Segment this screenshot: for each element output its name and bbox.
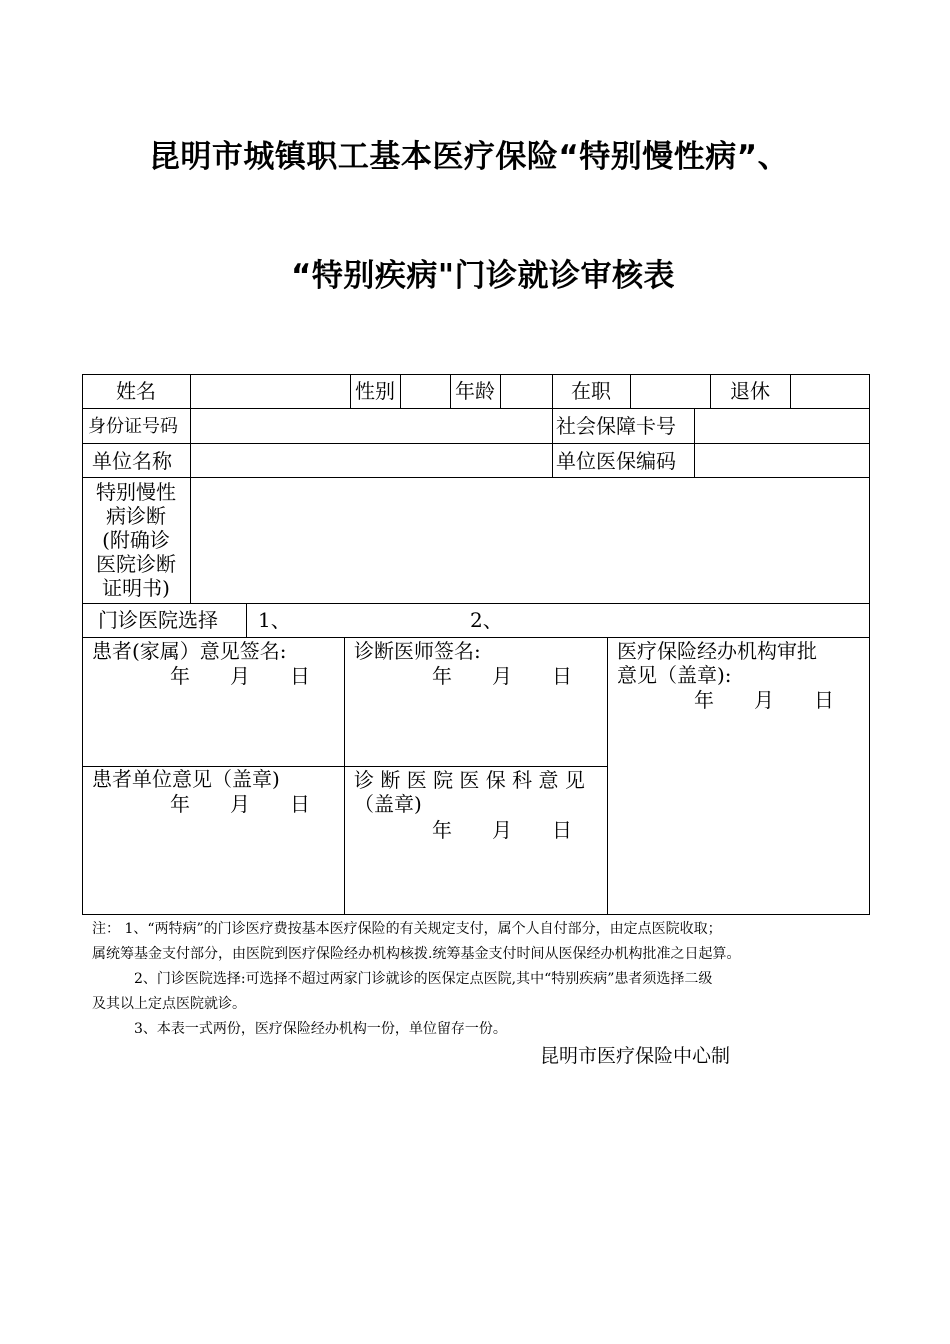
gender-field[interactable] [401, 375, 450, 408]
social-security-card-label: 社会保障卡号 [556, 414, 676, 438]
name-label: 姓名 [116, 379, 156, 403]
gender-label: 性别 [355, 379, 395, 403]
employer-opinion-date: 年 月 日 [170, 792, 310, 816]
hospital-insurance-dept-label-line2: （盖章) [354, 792, 422, 816]
diagnosis-field[interactable] [191, 478, 869, 603]
patient-opinion-label: 患者(家属）意见签名: [92, 639, 287, 663]
retired-field[interactable] [791, 375, 869, 408]
note-line-3: 2、门诊医院选择:可选择不超过两家门诊就诊的医保定点医院,其中“特别疾病”患者须选择二级 [134, 971, 713, 987]
agency-approval-label-line2: 意见（盖章): [617, 663, 732, 687]
hospital-option-1[interactable]: 1、 [258, 608, 291, 632]
patient-opinion-date: 年 月 日 [170, 664, 310, 688]
id-number-label: 身份证号码 [88, 416, 178, 437]
employed-field[interactable] [631, 375, 710, 408]
social-security-card-field[interactable] [695, 409, 869, 443]
hospital-selection-label: 门诊医院选择 [98, 608, 218, 632]
audit-form-table [82, 374, 870, 915]
issuer-credit: 昆明市医疗保险中心制 [540, 1045, 731, 1067]
doctor-signature-date: 年 月 日 [432, 664, 572, 688]
employer-insurance-code-field[interactable] [695, 444, 869, 477]
note-line-5: 3、本表一式两份，医疗保险经办机构一份，单位留存一份。 [134, 1021, 507, 1037]
doctor-signature-label: 诊断医师签名: [354, 639, 481, 663]
hospital-insurance-dept-date: 年 月 日 [432, 818, 572, 842]
retired-label: 退休 [730, 379, 770, 403]
document-title-line2: “特别疾病"门诊就诊审核表 [290, 258, 676, 294]
note-line-4: 及其以上定点医院就诊。 [92, 996, 246, 1012]
chronic-disease-diagnosis-label: 特别慢性 病诊断 (附确诊 医院诊断 证明书) [96, 480, 176, 600]
employed-label: 在职 [571, 379, 611, 403]
id-number-field[interactable] [191, 409, 552, 443]
hospital-option-2[interactable]: 2、 [470, 608, 503, 632]
employer-opinion-label: 患者单位意见（盖章) [92, 767, 280, 791]
hospital-insurance-dept-label-line1: 诊 断 医 院 医 保 科 意 见 [354, 768, 585, 792]
age-label: 年龄 [455, 379, 495, 403]
agency-approval-label-line1: 医疗保险经办机构审批 [617, 639, 817, 663]
employer-name-label: 单位名称 [92, 449, 172, 473]
age-field[interactable] [501, 375, 552, 408]
name-field[interactable] [191, 375, 350, 408]
document-title-line1: 昆明市城镇职工基本医疗保险“特别慢性病”、 [148, 139, 790, 175]
employer-name-field[interactable] [191, 444, 552, 477]
note-line-2: 属统筹基金支付部分，由医院到医疗保险经办机构核拨.统筹基金支付时间从医保经办机构批准之日起算。 [92, 946, 741, 962]
note-line-1: 注： 1、“两特病”的门诊医疗费按基本医疗保险的有关规定支付，属个人自付部分，由定点医院收取； [92, 921, 722, 937]
agency-approval-date: 年 月 日 [694, 688, 834, 712]
employer-insurance-code-label: 单位医保编码 [556, 449, 676, 473]
